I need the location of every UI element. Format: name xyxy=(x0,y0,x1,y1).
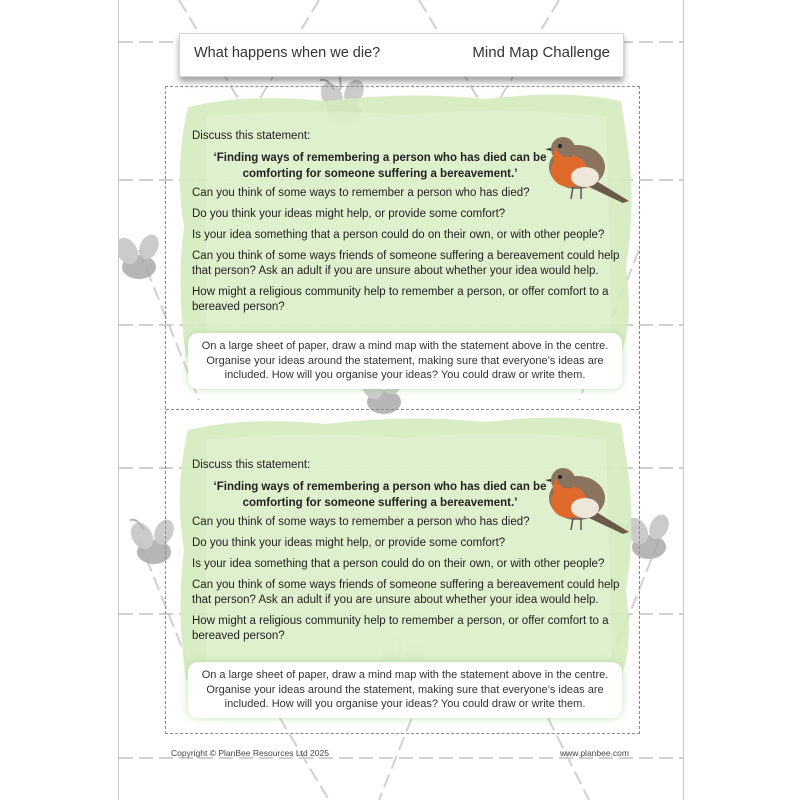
website-link[interactable]: www.planbee.com xyxy=(560,748,629,758)
robin-illustration xyxy=(541,127,633,207)
question-item: Can you think of some ways to remember a person who has died? xyxy=(192,516,530,528)
copyright-text: Copyright © PlanBee Resources Ltd 2025 xyxy=(171,748,329,758)
question-item: How might a religious community help to remember a person, or offer comfort to a bereaved person? xyxy=(192,615,609,642)
question-item: Is your idea something that a person could do on their own, or with other people? xyxy=(192,558,605,570)
task-instructions: On a large sheet of paper, draw a mind map with the statement above in the centre. Organise your ideas around the statement, making sure that everyone’s ideas are included. How will you organise your ideas? You could draw or write them. xyxy=(188,333,622,389)
worksheet-page xyxy=(118,0,684,800)
discussion-card xyxy=(166,409,639,732)
question-item: Can you think of some ways to remember a person who has died? xyxy=(192,187,530,199)
discuss-label: Discuss this statement: xyxy=(192,459,311,471)
discussion-card xyxy=(166,87,639,409)
discuss-label: Discuss this statement: xyxy=(192,130,311,142)
task-instructions: On a large sheet of paper, draw a mind map with the statement above in the centre. Organise your ideas around the statement, making sure that everyone’s ideas are included. How will you organise your ideas? You could draw or write them. xyxy=(188,662,622,718)
page-subtitle: Mind Map Challenge xyxy=(472,44,610,61)
question-item: Can you think of some ways friends of someone suffering a bereavement could help that person? Ask an adult if you are unsure about whether your idea would help. xyxy=(192,250,620,277)
robin-illustration xyxy=(541,458,633,538)
question-item: Can you think of some ways friends of someone suffering a bereavement could help that person? Ask an adult if you are unsure about whether your idea would help. xyxy=(192,579,620,606)
question-item: How might a religious community help to remember a person, or offer comfort to a bereaved person? xyxy=(192,286,609,313)
page-header xyxy=(179,33,624,77)
question-item: Do you think your ideas might help, or provide some comfort? xyxy=(192,537,506,549)
bee-icon xyxy=(119,231,163,279)
page-title: What happens when we die? xyxy=(194,45,381,61)
card-sheet xyxy=(165,86,640,734)
question-item: Is your idea something that a person could do on their own, or with other people? xyxy=(192,229,605,241)
question-item: Do you think your ideas might help, or provide some comfort? xyxy=(192,208,506,220)
statement-quote: ‘Finding ways of remembering a person who has died can be comforting for someone suffering a bereavement.’ xyxy=(213,152,547,180)
statement-quote: ‘Finding ways of remembering a person who has died can be comforting for someone suffering a bereavement.’ xyxy=(213,481,547,509)
